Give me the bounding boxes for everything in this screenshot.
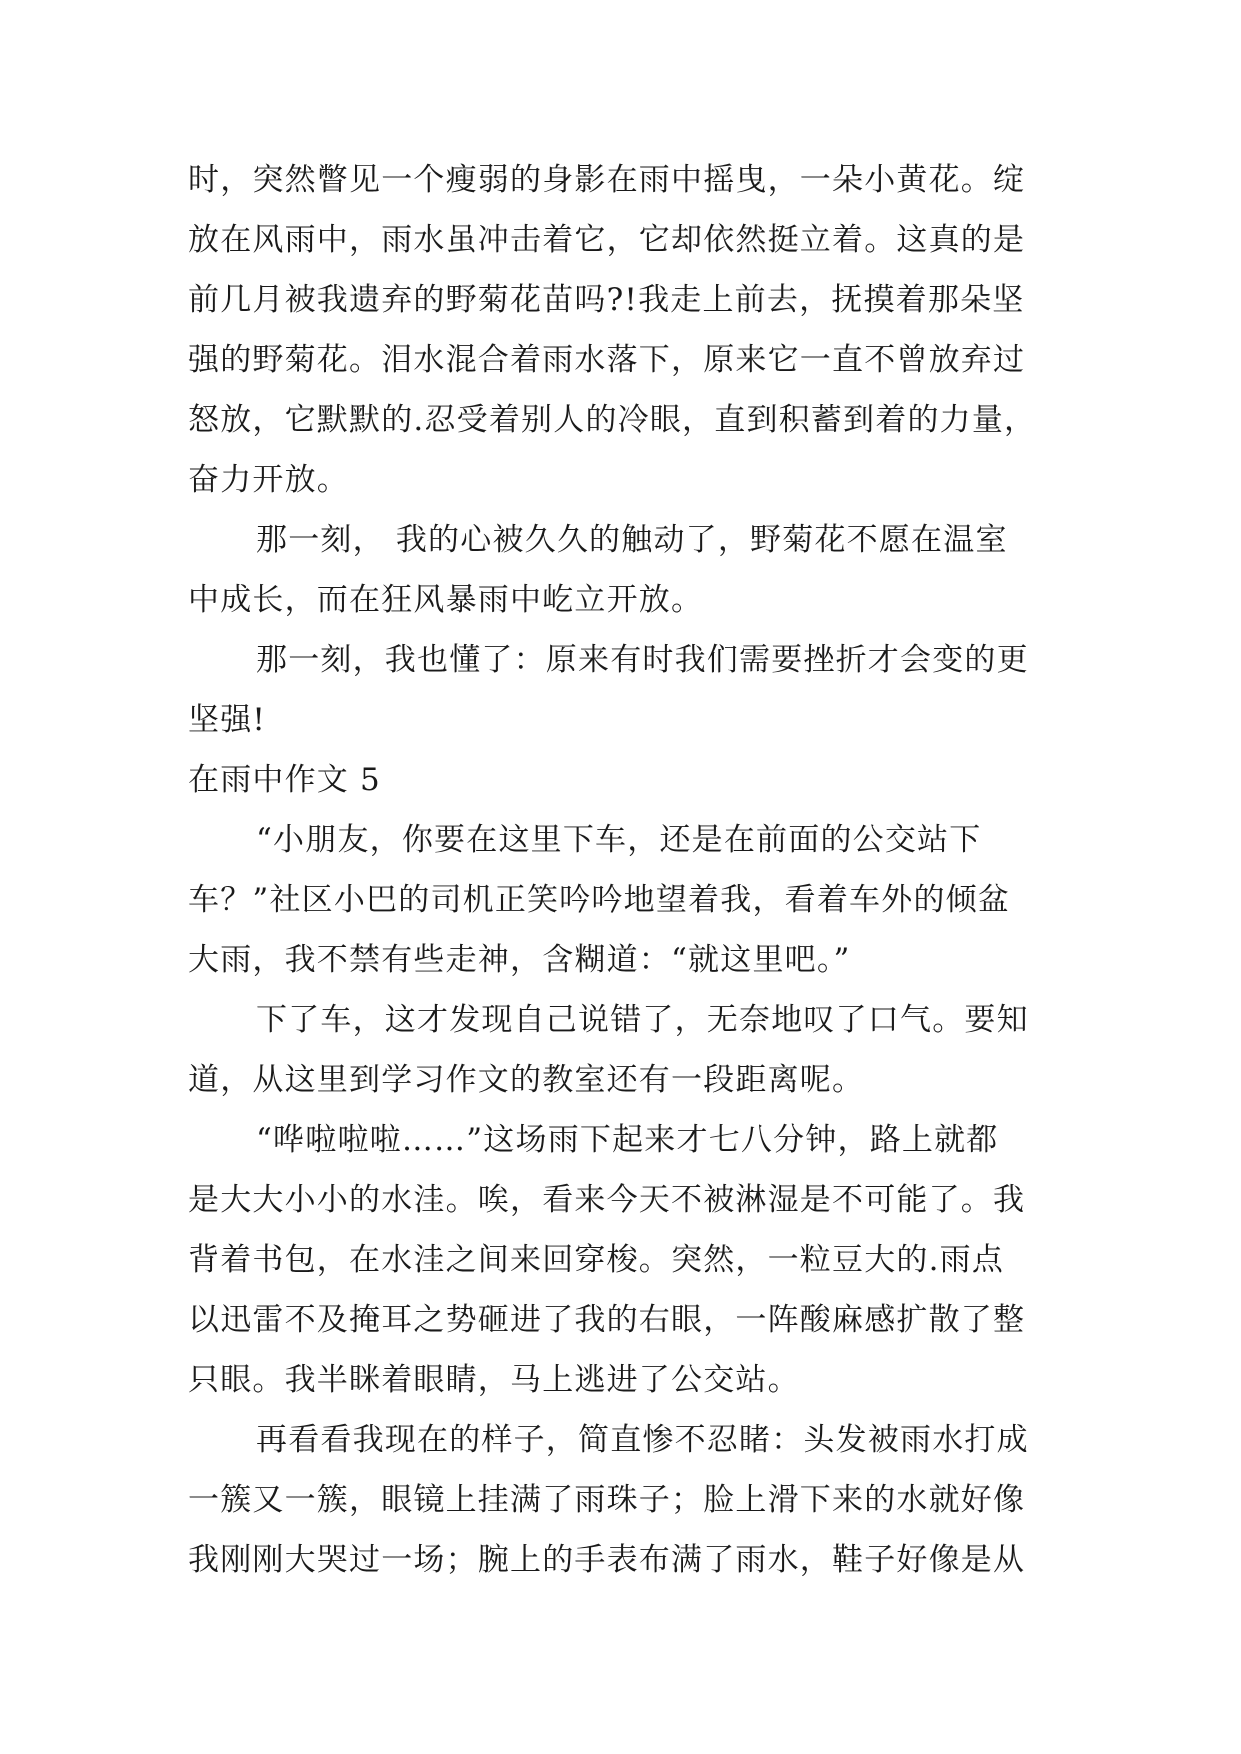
document-body: [188, 150, 1068, 1590]
paragraph-start-line: “哗啦啦啦……”这场雨下起来才七八分钟，路上就都: [256, 1122, 999, 1158]
text-line: 只眼。我半眯着眼睛，马上逃进了公交站。: [188, 1362, 800, 1398]
text-line: 坚强!: [188, 702, 267, 738]
text-line: 我刚刚大哭过一场；腕上的手表布满了雨水，鞋子好像是从: [188, 1542, 1026, 1578]
text-line: 道，从这里到学习作文的教室还有一段距离呢。: [188, 1062, 865, 1098]
text-line: 放在风雨中，雨水虽冲击着它，它却依然挺立着。这真的是: [188, 222, 1026, 258]
text-line: 强的野菊花。泪水混合着雨水落下，原来它一直不曾放弃过: [188, 342, 1026, 378]
text-line: 中成长，而在狂风暴雨中屹立开放。: [188, 582, 704, 618]
paragraph-start-line: 再看看我现在的样子，简直惨不忍睹：头发被雨水打成: [256, 1422, 1029, 1458]
text-line: 大雨，我不禁有些走神，含糊道：“就这里吧。”: [188, 942, 851, 978]
paragraph-start-line: 下了车，这才发现自己说错了，无奈地叹了口气。要知: [256, 1002, 1029, 1038]
section-title: 在雨中作文 5: [188, 762, 381, 798]
text-line: 怒放，它默默的.忍受着别人的冷眼，直到积蓄到着的力量，: [188, 402, 1037, 438]
text-line: 车？”社区小巴的司机正笑吟吟地望着我，看着车外的倾盆: [188, 882, 1011, 918]
paragraph-start-line: 那一刻， 我的心被久久的触动了，野菊花不愿在温室: [256, 522, 1008, 558]
text-line: 时，突然瞥见一个瘦弱的身影在雨中摇曳，一朵小黄花。绽: [188, 162, 1026, 198]
text-line: 背着书包，在水洼之间来回穿梭。突然，一粒豆大的.雨点: [188, 1242, 1005, 1278]
text-line: 前几月被我遗弃的野菊花苗吗?!我走上前去，抚摸着那朵坚: [188, 282, 1025, 318]
text-line: 以迅雷不及掩耳之势砸进了我的右眼，一阵酸麻感扩散了整: [188, 1302, 1026, 1338]
text-line: 一簇又一簇，眼镜上挂满了雨珠子；脸上滑下来的水就好像: [188, 1482, 1026, 1518]
text-line: 是大大小小的水洼。唉，看来今天不被淋湿是不可能了。我: [188, 1182, 1026, 1218]
paragraph-start-line: 那一刻，我也懂了：原来有时我们需要挫折才会变的更: [256, 642, 1029, 678]
paragraph-start-line: “小朋友，你要在这里下车，还是在前面的公交站下: [256, 822, 982, 858]
text-line: 奋力开放。: [188, 462, 349, 498]
